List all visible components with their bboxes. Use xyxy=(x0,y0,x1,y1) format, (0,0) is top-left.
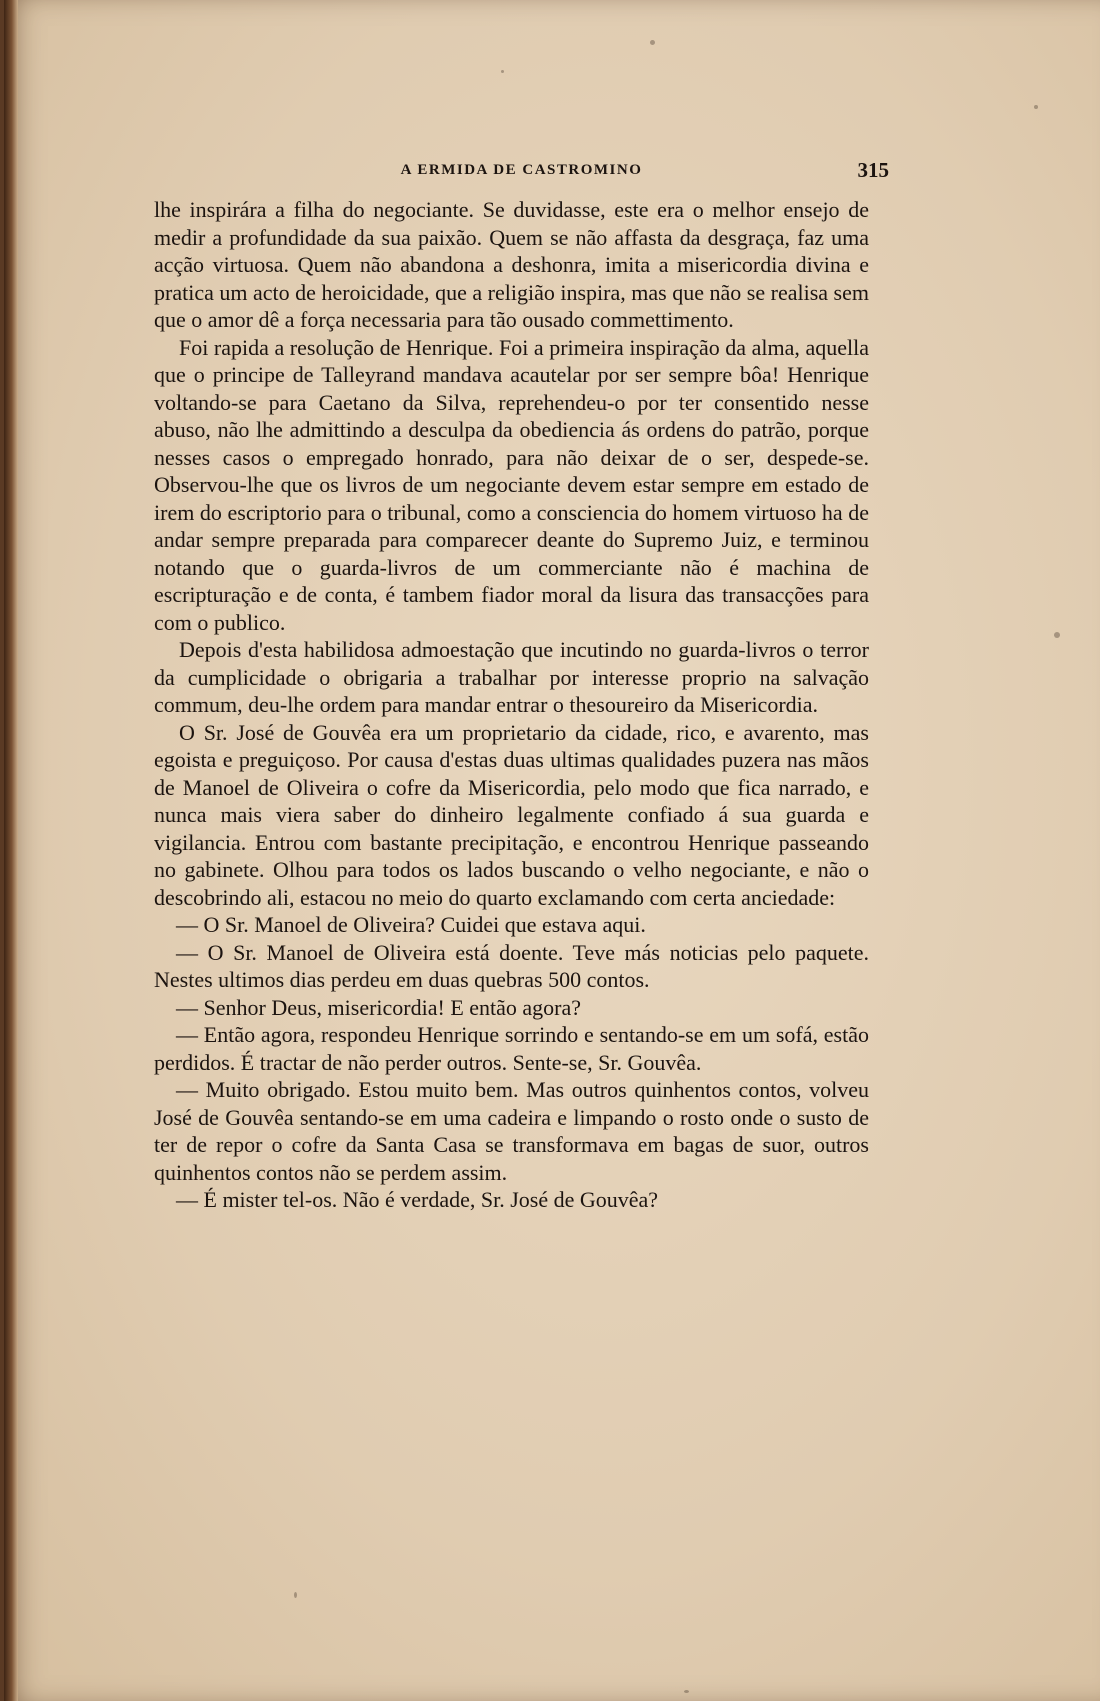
paper-speck xyxy=(684,1690,689,1693)
page-number: 315 xyxy=(857,158,889,182)
paper-speck xyxy=(650,40,655,45)
dialogue-line-6: — É mister tel-os. Não é verdade, Sr. José de Gouvêa? xyxy=(176,1187,659,1212)
paper-speck xyxy=(1034,105,1038,109)
dialogue-line-3: — Senhor Deus, misericordia! E então agora? xyxy=(176,994,582,1020)
dialogue-line-4: — Então agora, respondeu Henrique sorrindo e sentando-se em um sofá, estão perdidos. É tractar de não perder outros. Sente-se, Sr. Gouvêa. xyxy=(154,1022,869,1075)
paper-speck xyxy=(1054,632,1060,638)
running-title: A ERMIDA DE CASTROMINO xyxy=(400,162,643,178)
page-header xyxy=(154,158,889,182)
body-text xyxy=(154,196,869,1214)
dialogue-line-5: — Muito obrigado. Estou muito bem. Mas outros quinhentos contos, volveu José de Gouvêa sentando-se em uma cadeira e limpando o rosto onde o susto de ter de repor o cofre da Santa Casa se transformava em bagas de suor, outros quinhentos contos não se perdem assim. xyxy=(154,1077,869,1185)
book-page xyxy=(4,0,1100,1701)
dialogue-line-2: — O Sr. Manoel de Oliveira está doente. Teve más noticias pelo paquete. Nestes ultimos dias perdeu em duas quebras 500 contos. xyxy=(154,939,869,992)
binding-edge xyxy=(4,0,18,1701)
paragraph-1: lhe inspirára a filha do negociante. Se duvidasse, este era o melhor ensejo de medir a profundidade da sua paixão. Quem se não affasta da desgraça, faz uma acção virtuosa. Quem não abandona a deshonra, imita a misericordia divina e pratica um acto de heroicidade, que a religião inspira, mas que não se realisa sem que o amor dê a força necessaria para tão ousado commettimento. xyxy=(154,197,869,332)
dialogue-line-1: — O Sr. Manoel de Oliveira? Cuidei que estava aqui. xyxy=(176,912,646,937)
paper-speck xyxy=(501,70,504,73)
paragraph-4: O Sr. José de Gouvêa era um proprietario da cidade, rico, e avarento, mas egoista e preguiçoso. Por causa d'estas duas ultimas qualidades puzera nas mãos de Manoel de Oliveira o cofre da Misericordia, pelo modo que fica narrado, e nunca mais viera saber do dinheiro legalmente confiado á sua guarda e vigilancia. Entrou com bastante precipitação, e encontrou Henrique passeando no gabinete. Olhou para todos os lados buscando o velho negociante, e não o descobrindo ali, estacou no meio do quarto exclamando com certa anciedade: xyxy=(154,719,869,910)
paragraph-3: Depois d'esta habilidosa admoestação que incutindo no guarda-livros o terror da cumplicidade o obrigaria a trabalhar por interesse proprio na salvação commum, deu-lhe ordem para mandar entrar o thesoureiro da Misericordia. xyxy=(154,637,869,717)
paragraph-2: Foi rapida a resolução de Henrique. Foi a primeira inspiração da alma, aquella que o principe de Talleyrand mandava acautelar por ser sempre bôa! Henrique voltando-se para Caetano da Silva, reprehendeu-o por ter consentido nesse abuso, não lhe admittindo a desculpa da obediencia ás ordens do patrão, porque nesses casos o empregado honrado, para não deixar de o ser, despede-se. Observou-lhe que os livros de um negociante devem estar sempre em estado de irem do escriptorio para o tribunal, como a consciencia do homem virtuoso ha de andar sempre preparada para comparecer deante do Supremo Juiz, e terminou notando que o guarda-livros de um commerciante não é machina de escripturação e de conta, é tambem fiador moral da lisura das transacções para com o publico. xyxy=(154,334,869,635)
paper-speck xyxy=(294,1592,297,1598)
